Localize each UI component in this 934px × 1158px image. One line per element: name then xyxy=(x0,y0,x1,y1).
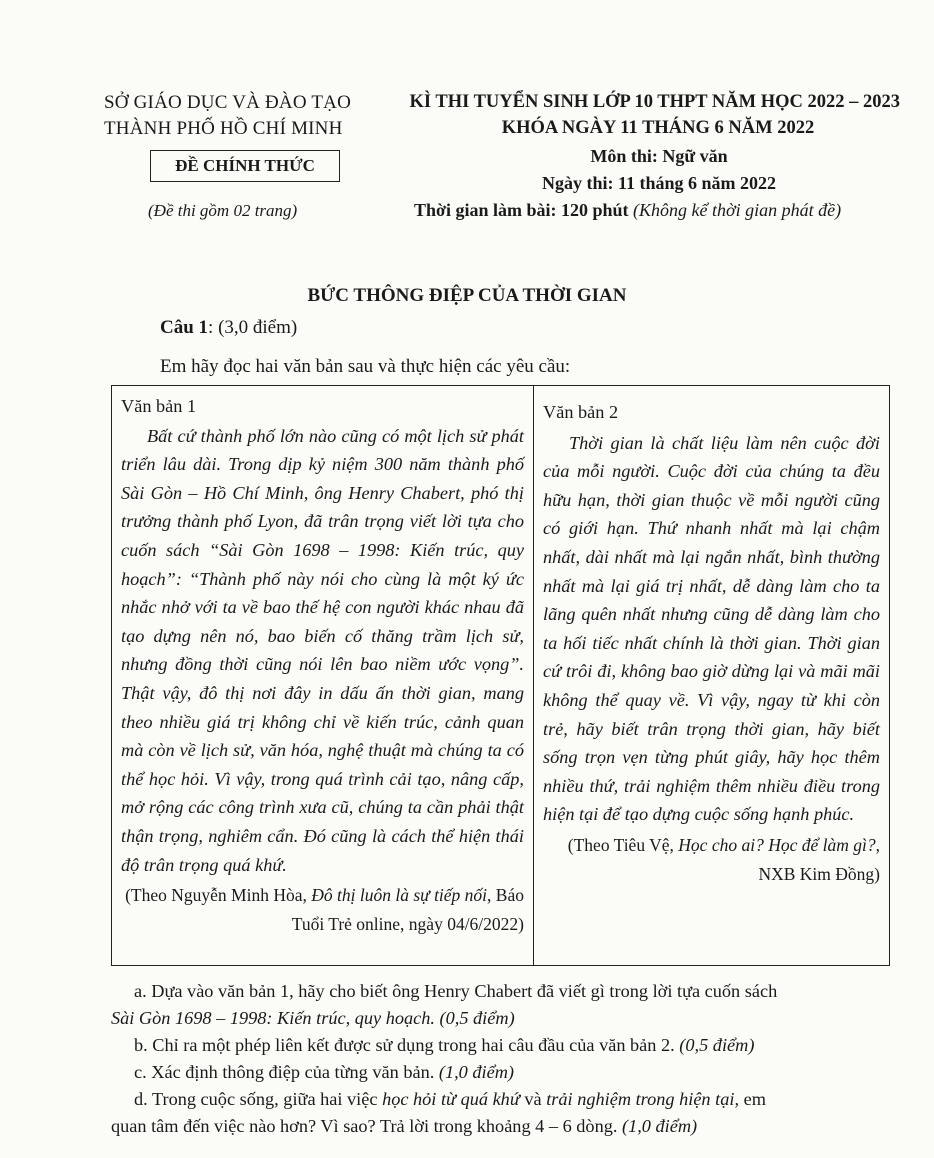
text-2-source xyxy=(543,831,880,888)
page-count-note: (Đề thi gồm 02 trang) xyxy=(148,201,298,220)
subquestion-d-text-2: và xyxy=(524,1089,542,1109)
subject-label: Môn thi: xyxy=(590,146,658,166)
subquestion-b-text: b. Chỉ ra một phép liên kết được sử dụng trong hai câu đầu của văn bản 2. xyxy=(134,1035,675,1055)
subquestion-d-line-2 xyxy=(111,1112,697,1140)
subquestion-a-points: (0,5 điểm) xyxy=(439,1008,515,1028)
subquestion-d-text-3: em xyxy=(743,1089,766,1109)
subquestion-d-text-4: quan tâm đến việc nào hơn? Vì sao? Trả lời trong khoảng 4 – 6 dòng. xyxy=(111,1116,618,1136)
reading-texts-table xyxy=(111,385,890,966)
subject-line xyxy=(380,146,900,167)
text-1-source xyxy=(121,881,524,938)
subquestion-c xyxy=(134,1058,514,1086)
text-2-cell xyxy=(534,386,890,966)
exam-title: KÌ THI TUYỂN SINH LỚP 10 THPT NĂM HỌC 2022 – 2023 xyxy=(409,92,900,112)
subquestion-b-points: (0,5 điểm) xyxy=(679,1035,755,1055)
department-line-1: SỞ GIÁO DỤC VÀ ĐÀO TẠO xyxy=(104,92,352,113)
text-2-source-title: Học cho ai? Học để làm gì? xyxy=(678,834,876,855)
question-1-intro: Em hãy đọc hai văn bản sau và thực hiện các yêu cầu: xyxy=(160,356,571,377)
question-1-label: Câu 1 xyxy=(160,317,209,338)
text-2-source-author: (Theo Tiêu Vệ, xyxy=(567,834,679,855)
subquestion-c-text: c. Xác định thông điệp của từng văn bản. xyxy=(134,1062,435,1082)
text-1-source-author: (Theo Nguyễn Minh Hòa, xyxy=(125,885,312,906)
subquestion-a-line-2 xyxy=(111,1004,515,1032)
duration-note: (Không kể thời gian phát đề) xyxy=(633,200,842,220)
exam-day-label: Ngày thi: xyxy=(541,173,614,193)
subquestion-d-emphasis-2: trải nghiệm trong hiện tại, xyxy=(546,1089,740,1109)
subquestion-a-book-title: Sài Gòn 1698 – 1998: Kiến trúc, quy hoạch. xyxy=(111,1008,435,1028)
subquestion-d-emphasis-1: học hỏi từ quá khứ xyxy=(382,1089,520,1109)
text-1-heading: Văn bản 1 xyxy=(121,396,197,416)
section-title: BỨC THÔNG ĐIỆP CỦA THỜI GIAN xyxy=(307,285,627,306)
subject-value: Ngữ văn xyxy=(662,146,728,166)
subquestion-d-text-1: d. Trong cuộc sống, giữa hai việc xyxy=(134,1089,378,1109)
exam-date-line: KHÓA NGÀY 11 THÁNG 6 NĂM 2022 xyxy=(501,118,815,138)
subquestion-d-line-1 xyxy=(134,1085,766,1113)
exam-day-line xyxy=(380,173,900,194)
text-2-heading: Văn bản 2 xyxy=(543,402,619,422)
text-1-source-publisher: , Báo Tuổi Trẻ online, ngày 04/6/2022) xyxy=(291,885,524,934)
duration-label: Thời gian làm bài: 120 phút xyxy=(414,200,629,220)
text-1-body: Bất cứ thành phố lớn nào cũng có một lịch sử phát triển lâu dài. Trong dịp kỷ niệm 300 năm thành phố Sài Gòn – Hồ Chí Minh, ông Henry Chabert, phó thị trưởng thành phố Lyon, đã trân trọng viết lời tựa cho cuốn sách “Sài Gòn 1698 – 1998: Kiến trúc, quy hoạch”: “Thành phố này nói cho cùng là một ký ức nhắc nhở với ta về bao thế hệ con người khác nhau đã tạo dựng nên nó, bao biến cố thăng trầm lịch sử, nhưng đồng thời cũng nói lên bao niềm ước vọng”. Thật vậy, đô thị nơi đây in dấu ấn thời gian, mang theo nhiều giá trị không chỉ về kiến trúc, cảnh quan mà còn về lịch sử, văn hóa, nghệ thuật mà chúng ta có thể học hỏi. Vì vậy, trong quá trình cải tạo, nâng cấp, mở rộng các công trình xưa cũ, chúng ta cần phải thật thận trọng, nghiêm cẩn. Đó cũng là cách thể hiện thái độ trân trọng quá khứ. xyxy=(121,425,524,875)
text-1-source-title: Đô thị luôn là sự tiếp nối xyxy=(311,885,488,906)
duration-line xyxy=(414,200,841,221)
subquestion-c-points: (1,0 điểm) xyxy=(438,1062,515,1082)
question-1-heading xyxy=(160,317,297,339)
department-line-2: THÀNH PHỐ HỒ CHÍ MINH xyxy=(104,118,343,139)
subquestion-b xyxy=(134,1031,754,1059)
text-2-body: Thời gian là chất liệu làm nên cuộc đời của mỗi người. Cuộc đời của chúng ta đều hữu hạn, thời gian thuộc về mỗi người cũng có giới hạn. Thứ nhanh nhất mà lại chậm nhất, dài nhất mà lại ngắn nhất, bình thường nhất mà lại giá trị nhất, dễ dàng làm cho ta lãng quên nhất nhưng cũng dễ dàng làm cho ta hối tiếc nhất chính là thời gian. Thời gian cứ trôi đi, không bao giờ dừng lại và mãi mãi không thể quay về. Vì vậy, ngay từ khi còn trẻ, hãy biết trân trọng thời gian, hãy biết sống trọn vẹn từng phút giây, hãy học thêm nhiều thứ, trải nghiệm thêm nhiều điều trong hiện tại để tạo dựng cuộc sống hạnh phúc. xyxy=(543,432,880,825)
official-exam-label: ĐỀ CHÍNH THỨC xyxy=(150,150,340,182)
exam-day-value: 11 tháng 6 năm 2022 xyxy=(617,173,777,193)
subquestion-d-points: (1,0 điểm) xyxy=(622,1116,698,1136)
question-1-points: : (3,0 điểm) xyxy=(208,317,298,338)
text-2-source-publisher: , NXB Kim Đồng) xyxy=(758,834,880,884)
subquestion-a-line-1: a. Dựa vào văn bản 1, hãy cho biết ông Henry Chabert đã viết gì trong lời tựa cuốn sách xyxy=(134,981,778,1001)
text-1-cell xyxy=(112,386,534,966)
